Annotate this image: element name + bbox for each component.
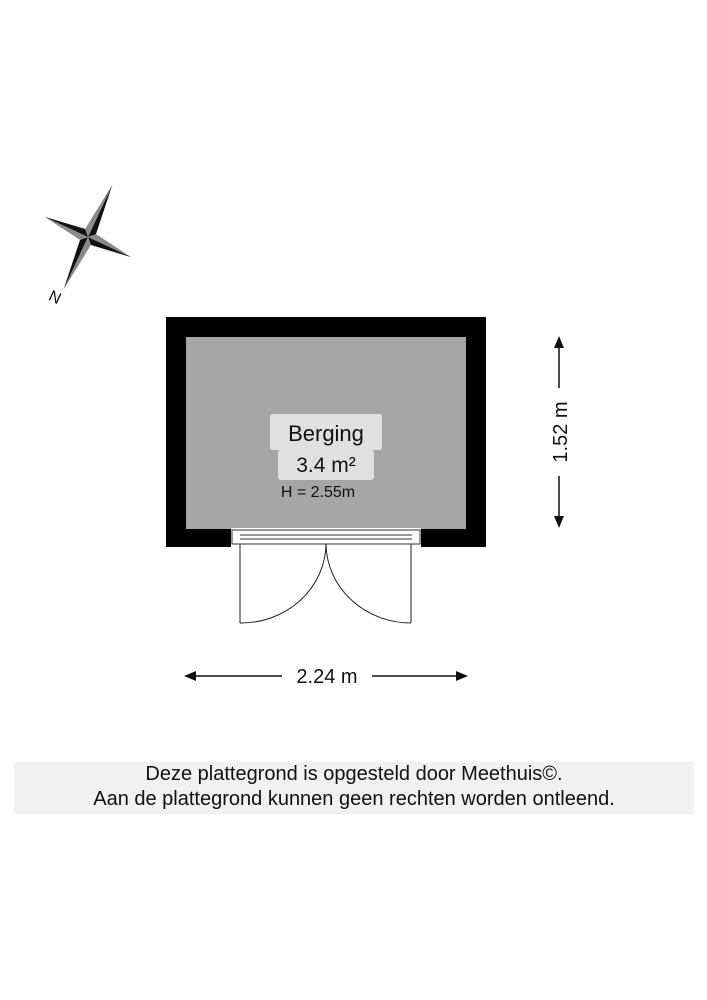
width-arrow-right <box>456 671 468 681</box>
disclaimer <box>14 762 694 814</box>
north-label: N <box>45 287 64 308</box>
depth-arrow-top <box>554 336 564 348</box>
depth-arrow-bottom <box>554 516 564 528</box>
disclaimer-line-1: Deze plattegrond is opgesteld door Meethuis©. <box>145 763 563 785</box>
width-arrow-left <box>184 671 196 681</box>
double-door <box>240 544 411 623</box>
width-dimension-label: 2.24 m <box>296 666 358 688</box>
room-height: H = 2.55m <box>280 484 356 501</box>
compass-rose-icon <box>20 164 156 310</box>
room-name: Berging <box>288 421 364 446</box>
depth-dimension-label: 1.52 m <box>550 401 572 463</box>
disclaimer-line-2: Aan de plattegrond kunnen geen rechten worden ontleend. <box>93 788 615 810</box>
room-area: 3.4 m² <box>296 454 356 477</box>
